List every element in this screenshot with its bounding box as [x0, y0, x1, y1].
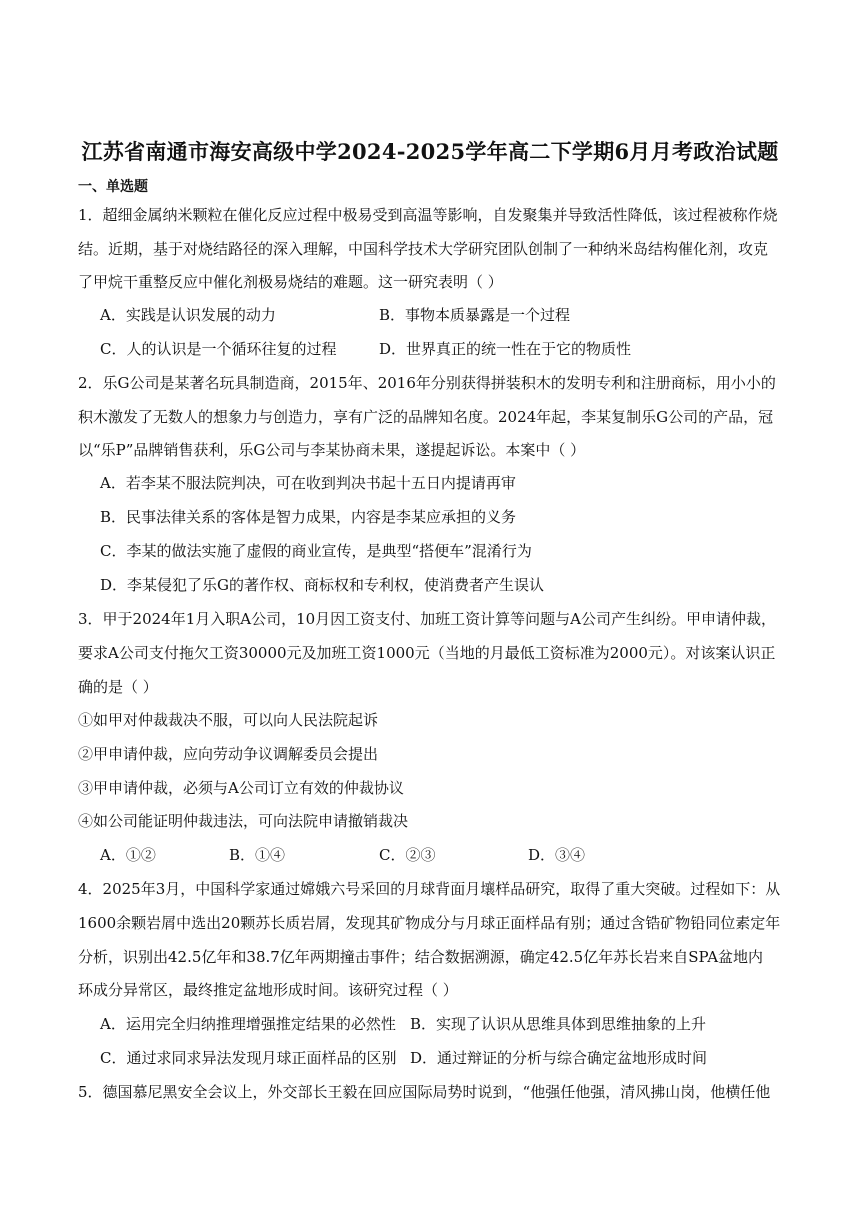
question-4-line-2: 1600余颗岩屑中选出20颗苏长质岩屑，发现其矿物成分与月球正面样品有别；通过含锆矿物铅同位素定年: [78, 914, 781, 932]
question-3-option-a[interactable]: A．①②: [100, 846, 156, 864]
question-4-option-b[interactable]: B．实现了认识从思维具体到思维抽象的上升: [410, 1015, 707, 1033]
page-title: 江苏省南通市海安高级中学2024-2025学年高二下学期6月月考政治试题: [81, 139, 779, 164]
question-2-option-d[interactable]: D．李某侵犯了乐G的著作权、商标权和专利权，使消费者产生误认: [100, 576, 545, 594]
question-4-line-1: 4．2025年3月，中国科学家通过嫦娥六号采回的月球背面月壤样品研究，取得了重大突破。过程如下：从: [78, 880, 781, 898]
question-1-line-1: 1．超细金属纳米颗粒在催化反应过程中极易受到高温等影响，自发聚集并导致活性降低，该过程被称作烧: [78, 206, 778, 224]
question-4-line-4: 环成分异常区，最终推定盆地形成时间。该研究过程（ ）: [78, 981, 458, 999]
question-3-item-3: ③甲申请仲裁，必须与A公司订立有效的仲裁协议: [78, 779, 404, 797]
question-4-option-a[interactable]: A．运用完全归纳推理增强推定结果的必然性: [100, 1015, 396, 1033]
question-1-line-3: 了甲烷干重整反应中催化剂极易烧结的难题。这一研究表明（ ）: [78, 273, 503, 291]
question-3-option-d[interactable]: D．③④: [528, 846, 586, 864]
question-1-option-b[interactable]: B．事物本质暴露是一个过程: [379, 306, 571, 324]
question-4-option-d[interactable]: D．通过辩证的分析与综合确定盆地形成时间: [410, 1049, 708, 1067]
question-5-line-1: 5．德国慕尼黑安全会议上，外交部长王毅在回应国际局势时说到，“他强任他强，清风拂山岗，他横任他: [78, 1083, 771, 1101]
question-3-item-1: ①如甲对仲裁裁决不服，可以向人民法院起诉: [78, 711, 379, 729]
question-1-option-a[interactable]: A．实践是认识发展的动力: [100, 306, 276, 324]
question-2-option-b[interactable]: B．民事法律关系的客体是智力成果，内容是李某应承担的义务: [100, 508, 517, 526]
question-3-line-2: 要求A公司支付拖欠工资30000元及加班工资1000元（当地的月最低工资标准为2000元）。对该案认识正: [78, 644, 776, 662]
question-3-line-3: 确的是（ ）: [78, 678, 158, 696]
question-3-option-b[interactable]: B．①④: [229, 846, 286, 864]
question-1-line-2: 结。近期，基于对烧结路径的深入理解，中国科学技术大学研究团队创制了一种纳米岛结构催化剂，攻克: [78, 240, 769, 258]
question-4-line-3: 分析，识别出42.5亿年和38.7亿年两期撞击事件；结合数据溯源，确定42.5亿年苏长岩来自SPA盆地内: [78, 948, 764, 966]
question-3-item-2: ②甲申请仲裁，应向劳动争议调解委员会提出: [78, 745, 379, 763]
question-2-option-c[interactable]: C．李某的做法实施了虚假的商业宣传，是典型“搭便车”混淆行为: [100, 542, 532, 560]
section-heading: 一、单选题: [78, 179, 148, 195]
question-3-line-1: 3．甲于2024年1月入职A公司，10月因工资支付、加班工资计算等问题与A公司产生纠纷。甲申请仲裁，: [78, 610, 777, 628]
question-1-option-c[interactable]: C．人的认识是一个循环往复的过程: [100, 340, 337, 358]
question-3-option-c[interactable]: C．②③: [379, 846, 436, 864]
question-2-line-1: 2．乐G公司是某著名玩具制造商，2015年、2016年分别获得拼装积木的发明专利和注册商标，用小小的: [78, 374, 776, 392]
question-2-option-a[interactable]: A．若李某不服法院判决，可在收到判决书起十五日内提请再审: [100, 474, 516, 492]
question-2-line-3: 以“乐P”品牌销售获利，乐G公司与李某协商未果，遂提起诉讼。本案中（ ）: [78, 441, 586, 459]
question-1-option-d[interactable]: D．世界真正的统一性在于它的物质性: [379, 340, 632, 358]
question-2-line-2: 积木激发了无数人的想象力与创造力，享有广泛的品牌知名度。2024年起，李某复制乐G公司的产品，冠: [78, 408, 774, 426]
question-4-option-c[interactable]: C．通过求同求异法发现月球正面样品的区别: [100, 1049, 397, 1067]
question-3-item-4: ④如公司能证明仲裁违法，可向法院申请撤销裁决: [78, 812, 409, 830]
